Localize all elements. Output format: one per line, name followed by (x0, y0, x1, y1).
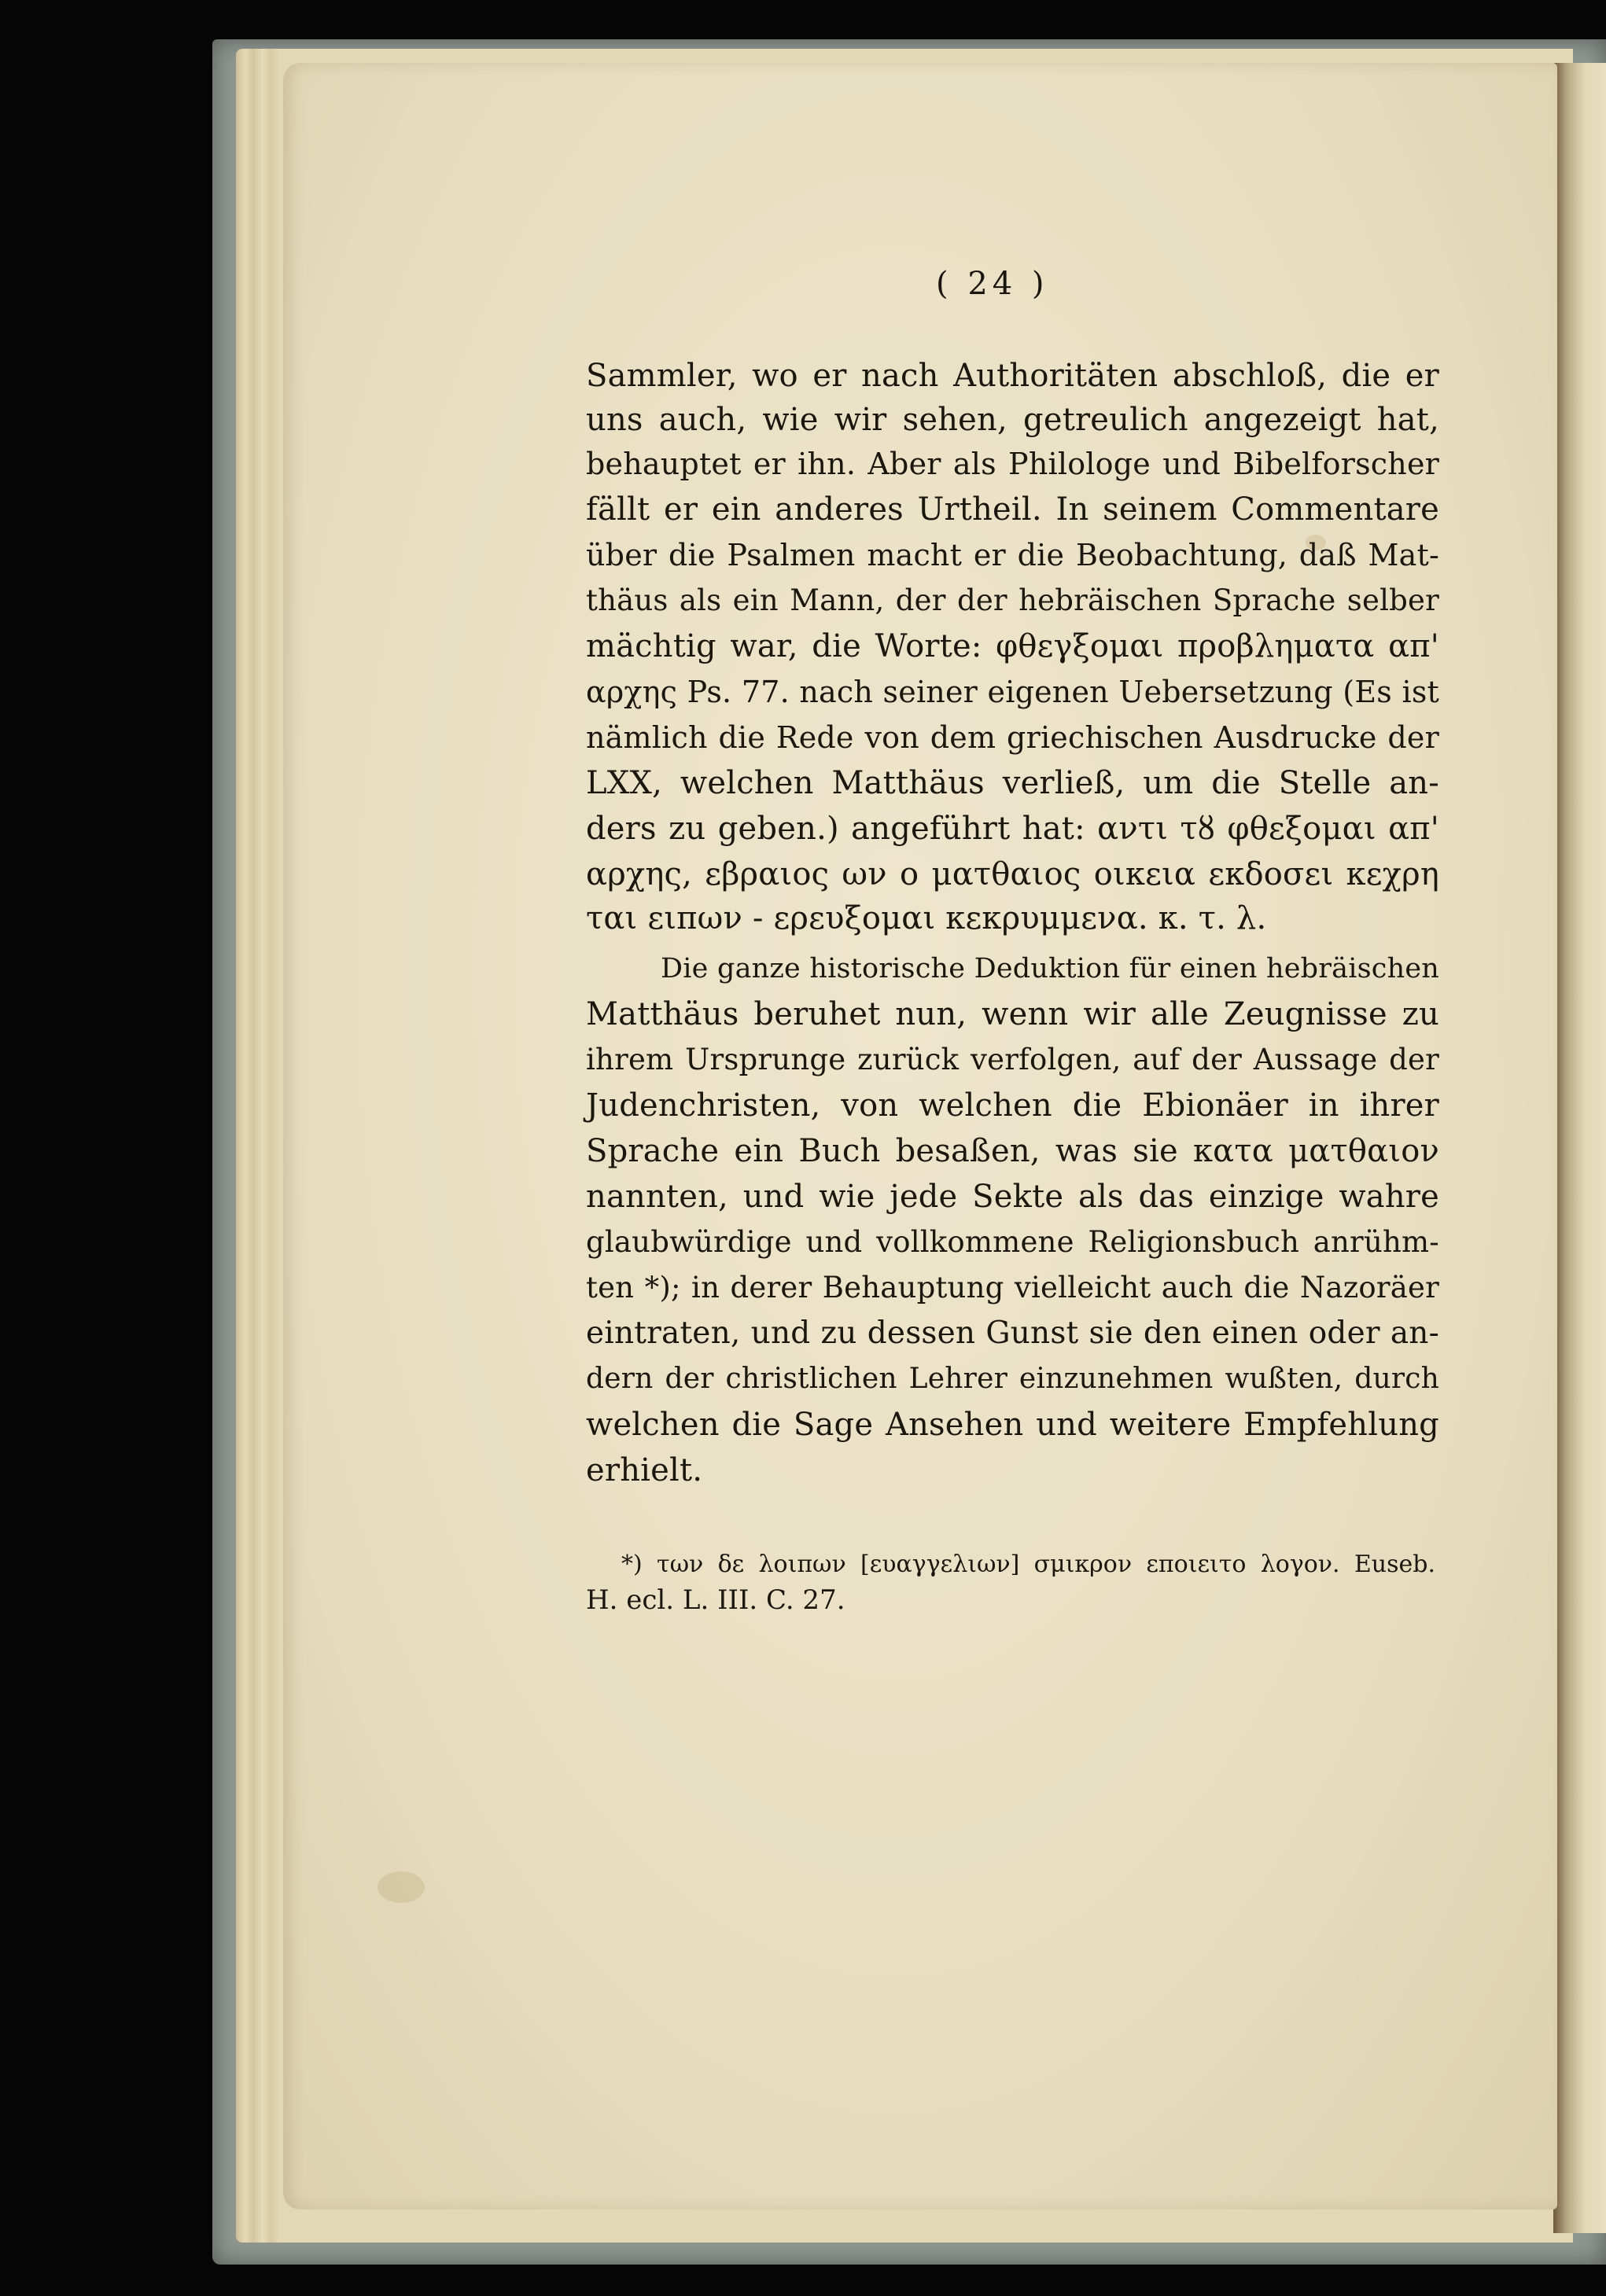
text-line: Sprache ein Buch besaßen, was sie κατα ματθαιον (586, 1133, 1439, 1169)
foxing-spot (378, 1871, 425, 1903)
footnote-line: H. ecl. L. III. C. 27. (586, 1584, 845, 1616)
text-line: uns auch, wie wir sehen, getreulich angezeigt hat, (586, 402, 1439, 438)
text-line: ται ειπων - ερευξομαι κεκρυμμενα. κ. τ. λ. (586, 900, 1267, 936)
text-line: thäus als ein Mann, der der hebräischen Sprache selber (586, 583, 1439, 617)
text-line: Die ganze historische Deduktion für einen hebräischen (661, 953, 1439, 984)
text-line: nannten, und wie jede Sekte als das einzige wahre (586, 1179, 1439, 1215)
text-line: über die Psalmen macht er die Beobachtung, daß Mat- (586, 538, 1439, 572)
next-page-edge (1553, 63, 1606, 2233)
text-line: ihrem Ursprunge zurück verfolgen, auf der Aussage der (586, 1043, 1439, 1076)
text-line: behauptet er ihn. Aber als Philologe und Bibelforscher (586, 447, 1439, 481)
text-line: welchen die Sage Ansehen und weitere Empfehlung (586, 1407, 1439, 1443)
text-line: αρχης, εβραιος ων ο ματθαιος οικεια εκδοσει κεχρη (586, 856, 1439, 892)
text-line: LXX, welchen Matthäus verließ, um die Stelle an- (586, 765, 1439, 801)
text-line: eintraten, und zu dessen Gunst sie den einen oder an- (586, 1315, 1439, 1351)
text-line: dern der christlichen Lehrer einzunehmen wußten, durch (586, 1363, 1439, 1395)
text-line: ders zu geben.) angeführt hat: αντι τȣ φθεξομαι απ' (586, 811, 1439, 847)
text-line: fällt er ein anderes Urtheil. In seinem Commentare (586, 491, 1439, 528)
text-line: Matthäus beruhet nun, wenn wir alle Zeugnisse zu (586, 996, 1439, 1032)
text-line: Judenchristen, von welchen die Ebionäer in ihrer (586, 1087, 1439, 1124)
text-line: mächtig war, die Worte: φθεγξομαι προβληματα απ' (586, 628, 1439, 664)
text-line: erhielt. (586, 1452, 703, 1488)
text-line: Sammler, wo er nach Authoritäten abschloß, die er (586, 358, 1439, 394)
footnote-line: *) των δε λοιπων [ευαγγελιων] σμικρον εποιειτο λογον. Euseb. (621, 1551, 1435, 1578)
text-line: glaubwürdige und vollkommene Religionsbuch anrühm- (586, 1225, 1439, 1259)
text-line: ten *); in derer Behauptung vielleicht auch die Nazoräer (586, 1271, 1439, 1304)
text-line: nämlich die Rede von dem griechischen Ausdrucke der (586, 720, 1439, 755)
page-number: ( 24 ) (936, 266, 1049, 302)
text-line: αρχης Ps. 77. nach seiner eigenen Uebersetzung (Es ist (586, 675, 1439, 709)
